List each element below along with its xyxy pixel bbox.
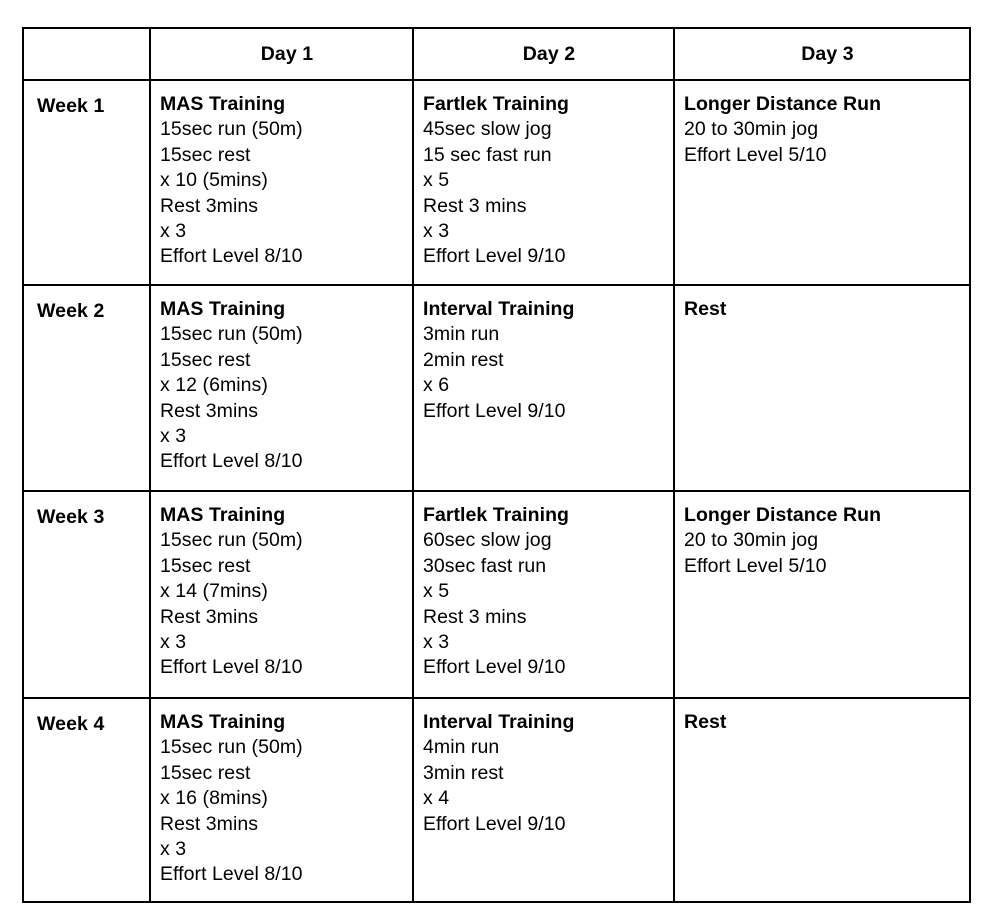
workout-content: [151, 699, 412, 900]
week-label: Week 3: [37, 506, 105, 528]
workout-title: MAS Training: [160, 504, 286, 526]
workout-content: [675, 699, 969, 747]
workout-content: [675, 286, 969, 334]
workout-detail-line: x 5: [423, 169, 450, 192]
workout-cell-week2-day3: [674, 285, 970, 491]
workout-detail-line: 15sec run (50m): [160, 323, 303, 346]
workout-cell-week1-day1: [150, 80, 413, 285]
table-row: [23, 698, 970, 902]
week-label: Week 4: [37, 713, 105, 735]
workout-detail-line: 45sec slow jog: [423, 118, 552, 141]
workout-content: [414, 492, 673, 693]
workout-detail-line: 20 to 30min jog: [684, 118, 819, 141]
workout-title: Fartlek Training: [423, 504, 570, 526]
workout-detail-line: 15 sec fast run: [423, 143, 552, 166]
workout-detail-list: [684, 117, 963, 168]
workout-detail-list: [160, 322, 406, 474]
workout-content: [151, 286, 412, 487]
workout-detail-line: x 6: [423, 374, 450, 397]
workout-detail-line: 15sec rest: [160, 761, 251, 784]
workout-content: [151, 81, 412, 282]
workout-detail-list: [160, 735, 406, 887]
workout-content: [151, 492, 412, 693]
workout-title: MAS Training: [160, 711, 286, 733]
workout-detail-line: x 3: [423, 631, 450, 654]
workout-detail-line: x 10 (5mins): [160, 169, 268, 192]
workout-detail-line: x 3: [160, 838, 187, 861]
table-row: [23, 491, 970, 698]
workout-detail-line: x 4: [423, 787, 450, 810]
workout-title: MAS Training: [160, 298, 286, 320]
workout-detail-line: 15sec run (50m): [160, 529, 303, 552]
workout-detail-line: x 12 (6mins): [160, 374, 268, 397]
week-label-cell: [23, 285, 150, 491]
workout-title: Longer Distance Run: [684, 93, 882, 115]
workout-cell-week4-day2: [413, 698, 674, 902]
workout-title: Fartlek Training: [423, 93, 570, 115]
workout-detail-line: Effort Level 8/10: [160, 863, 303, 886]
workout-detail-line: Rest 3 mins: [423, 605, 527, 628]
table-header: [23, 28, 970, 80]
workout-detail-list: [160, 528, 406, 680]
table-row: [23, 80, 970, 285]
workout-detail-line: Effort Level 9/10: [423, 812, 566, 835]
workout-detail-line: Rest 3mins: [160, 194, 259, 217]
workout-content: [414, 699, 673, 849]
workout-detail-list: [684, 528, 963, 579]
workout-detail-line: 4min run: [423, 736, 500, 759]
workout-detail-line: Effort Level 5/10: [684, 143, 827, 166]
workout-detail-line: 3min run: [423, 323, 500, 346]
workout-detail-line: 15sec rest: [160, 348, 251, 371]
workout-detail-list: [160, 117, 406, 269]
workout-detail-line: 2min rest: [423, 348, 504, 371]
column-header-day2: [413, 28, 674, 80]
column-header-day2-label: Day 2: [522, 43, 576, 65]
workout-content: [675, 81, 969, 180]
workout-detail-line: 30sec fast run: [423, 554, 547, 577]
workout-detail-list: [423, 322, 667, 424]
column-header-day1: [150, 28, 413, 80]
workout-detail-line: x 3: [160, 220, 187, 243]
workout-cell-week1-day2: [413, 80, 674, 285]
workout-detail-line: 15sec rest: [160, 143, 251, 166]
workout-title: Interval Training: [423, 711, 575, 733]
workout-detail-line: Rest 3mins: [160, 399, 259, 422]
workout-detail-line: 20 to 30min jog: [684, 529, 819, 552]
workout-detail-line: 3min rest: [423, 761, 504, 784]
workout-detail-line: Effort Level 8/10: [160, 245, 303, 268]
workout-detail-line: Effort Level 8/10: [160, 450, 303, 473]
workout-detail-line: x 3: [160, 631, 187, 654]
table-row: [23, 285, 970, 491]
workout-detail-line: x 16 (8mins): [160, 787, 268, 810]
workout-content: [414, 286, 673, 436]
column-header-week-label: [24, 29, 149, 65]
workout-detail-line: Effort Level 9/10: [423, 656, 566, 679]
workout-detail-line: 60sec slow jog: [423, 529, 552, 552]
week-label-cell: [23, 80, 150, 285]
workout-title: MAS Training: [160, 93, 286, 115]
column-header-day3: [674, 28, 970, 80]
workout-content: [675, 492, 969, 591]
workout-detail-list: [423, 735, 667, 837]
workout-detail-line: x 5: [423, 580, 450, 603]
workout-title: Longer Distance Run: [684, 504, 882, 526]
workout-cell-week2-day2: [413, 285, 674, 491]
workout-cell-week3-day2: [413, 491, 674, 698]
workout-detail-line: 15sec rest: [160, 554, 251, 577]
column-header-week: [23, 28, 150, 80]
workout-content: [414, 81, 673, 282]
workout-cell-week3-day3: [674, 491, 970, 698]
workout-cell-week4-day1: [150, 698, 413, 902]
column-header-day3-label: Day 3: [801, 43, 854, 65]
week-label-cell: [23, 491, 150, 698]
workout-detail-line: Rest 3 mins: [423, 194, 527, 217]
workout-cell-week4-day3: [674, 698, 970, 902]
workout-cell-week1-day3: [674, 80, 970, 285]
workout-detail-list: [423, 117, 667, 269]
week-label-cell: [23, 698, 150, 902]
workout-title: Interval Training: [423, 298, 575, 320]
training-schedule-table: [22, 27, 971, 903]
workout-detail-list: [423, 528, 667, 680]
week-label: Week 1: [37, 95, 105, 117]
column-header-day1-label: Day 1: [260, 43, 314, 65]
workout-cell-week2-day1: [150, 285, 413, 491]
training-schedule-table-wrapper: [22, 27, 969, 903]
workout-detail-line: x 3: [423, 220, 450, 243]
workout-detail-line: Effort Level 5/10: [684, 554, 827, 577]
workout-detail-line: 15sec run (50m): [160, 118, 303, 141]
workout-detail-line: 15sec run (50m): [160, 736, 303, 759]
workout-cell-week3-day1: [150, 491, 413, 698]
workout-title: Rest: [684, 298, 727, 320]
workout-detail-line: Effort Level 8/10: [160, 656, 303, 679]
workout-detail-line: Rest 3mins: [160, 812, 259, 835]
workout-title: Rest: [684, 711, 727, 733]
week-label: Week 2: [37, 300, 105, 322]
table-header-row: [23, 28, 970, 80]
workout-detail-line: Effort Level 9/10: [423, 399, 566, 422]
workout-detail-line: Effort Level 9/10: [423, 245, 566, 268]
workout-detail-line: Rest 3mins: [160, 605, 259, 628]
workout-detail-line: x 3: [160, 425, 187, 448]
table-body: [23, 80, 970, 902]
workout-detail-line: x 14 (7mins): [160, 580, 268, 603]
